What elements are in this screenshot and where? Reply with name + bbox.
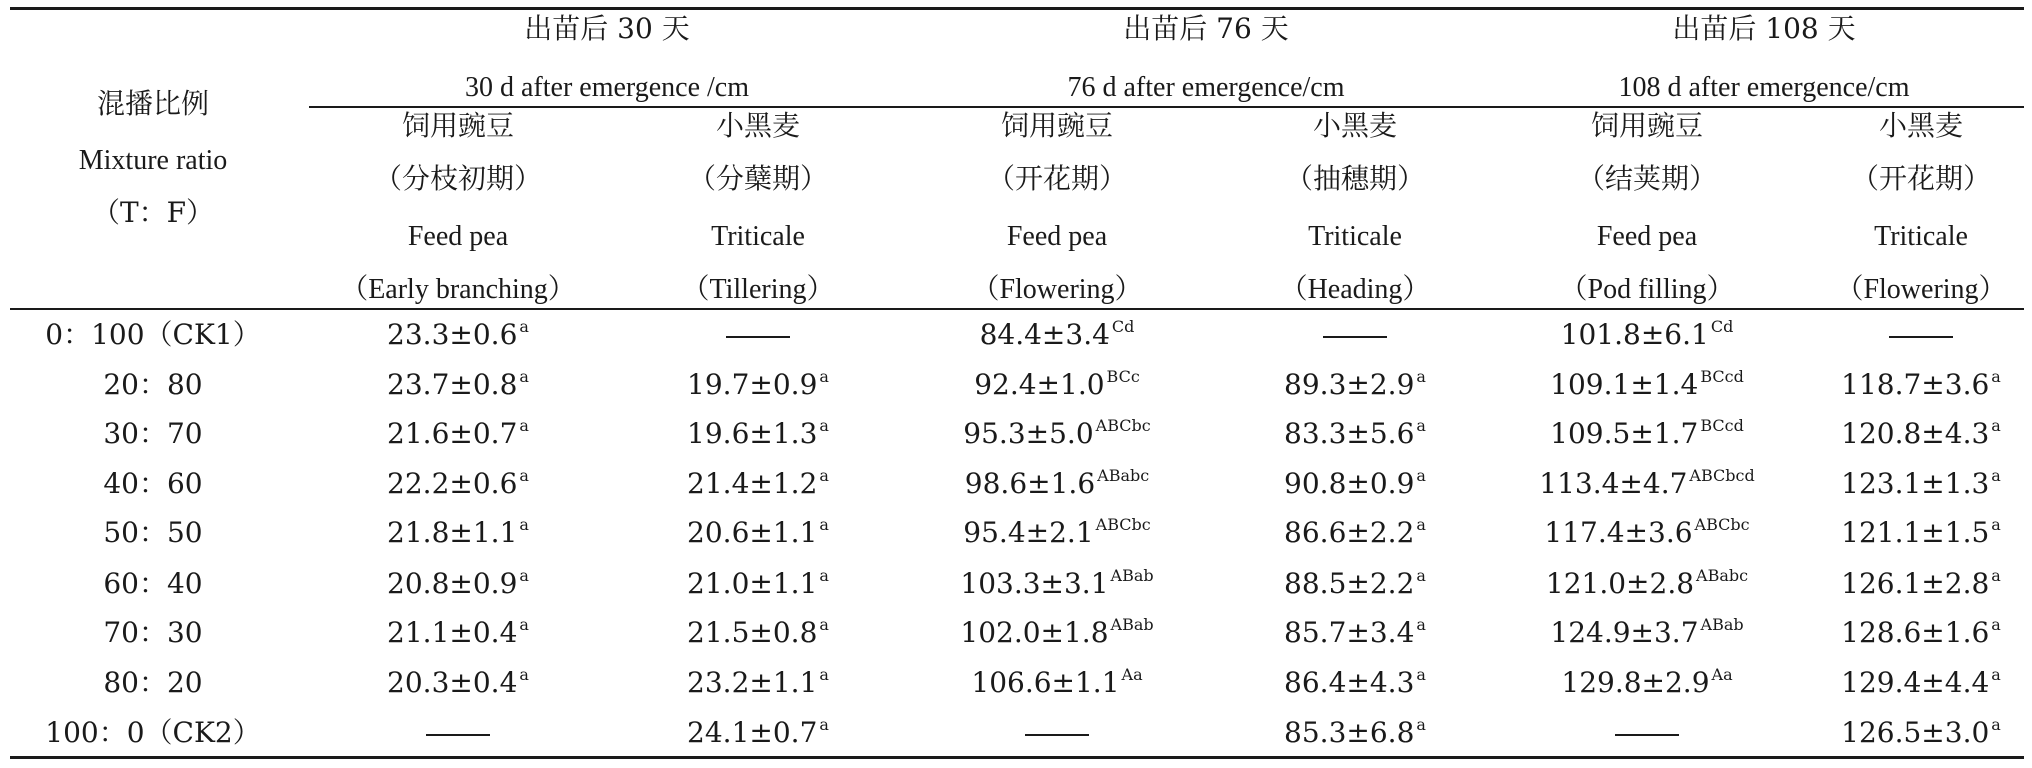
cell-value: 121.0±2.8 bbox=[1545, 567, 1695, 600]
cell-significance: a bbox=[819, 715, 829, 734]
table-cell bbox=[426, 716, 490, 750]
table-cell bbox=[1841, 417, 2001, 451]
row-ratio: 50：50 bbox=[103, 516, 203, 549]
cell-significance: a bbox=[519, 317, 529, 336]
cell-value: 129.8±2.9 bbox=[1561, 666, 1710, 699]
cell-significance: a bbox=[1991, 566, 2001, 585]
cell-value: 124.9±3.7 bbox=[1550, 616, 1699, 649]
cell-value: 83.3±5.6 bbox=[1284, 417, 1415, 450]
cell-value: 109.5±1.7 bbox=[1550, 417, 1699, 450]
table-cell bbox=[387, 467, 529, 501]
cell-value: 118.7±3.6 bbox=[1841, 368, 1990, 401]
sub-header-zh: 小黑麦 bbox=[715, 109, 801, 142]
cell-significance: a bbox=[519, 416, 529, 435]
cell-significance: a bbox=[819, 665, 829, 684]
table-cell bbox=[1284, 716, 1426, 750]
table-cell bbox=[1539, 467, 1754, 501]
table-cell bbox=[387, 516, 529, 550]
cell-value: 120.8±4.3 bbox=[1841, 417, 1990, 450]
table-cell bbox=[687, 368, 829, 402]
cell-significance: ABab bbox=[1110, 615, 1154, 634]
sub-header-stage-en: （Flowering） bbox=[1835, 274, 2007, 305]
cell-value: 20.6±1.1 bbox=[687, 516, 818, 549]
cell-significance: a bbox=[1991, 665, 2001, 684]
group-header-en: 76 d after emergence/cm bbox=[1067, 72, 1345, 103]
empty-dash bbox=[426, 734, 490, 736]
table-cell bbox=[1615, 716, 1679, 750]
table-cell bbox=[1889, 318, 1953, 352]
cell-significance: a bbox=[1416, 367, 1426, 386]
cell-significance: a bbox=[1991, 615, 2001, 634]
sub-header-stage-en: （Tillering） bbox=[681, 274, 835, 305]
sub-header-stage-zh: （开花期） bbox=[986, 162, 1128, 195]
table-cell bbox=[980, 318, 1135, 352]
cell-value: 113.4±4.7 bbox=[1539, 467, 1688, 500]
table-cell bbox=[1550, 417, 1744, 451]
row-label-unit: （T：F） bbox=[91, 196, 215, 229]
table-cell bbox=[726, 318, 790, 352]
table-cell bbox=[1284, 666, 1426, 700]
cell-value: 19.6±1.3 bbox=[687, 417, 818, 450]
row-ratio: 100：0（CK2） bbox=[45, 716, 261, 749]
cell-significance: a bbox=[519, 367, 529, 386]
cell-significance: a bbox=[1416, 715, 1426, 734]
sub-header-zh: 饲用豌豆 bbox=[401, 109, 515, 142]
cell-value: 21.5±0.8 bbox=[687, 616, 818, 649]
table-cell bbox=[1841, 368, 2001, 402]
row-ratio: 40：60 bbox=[103, 467, 203, 500]
cell-value: 21.1±0.4 bbox=[387, 616, 518, 649]
row-ratio: 30：70 bbox=[103, 417, 203, 450]
table-cell bbox=[1284, 417, 1426, 451]
cell-value: 23.2±1.1 bbox=[687, 666, 818, 699]
table-cell bbox=[1561, 666, 1732, 700]
cell-significance: BCc bbox=[1106, 367, 1140, 386]
cell-value: 23.7±0.8 bbox=[387, 368, 518, 401]
table-cell bbox=[1841, 467, 2001, 501]
cell-significance: ABab bbox=[1110, 566, 1154, 585]
table-cell bbox=[1841, 716, 2001, 750]
row-label-zh: 混播比例 bbox=[96, 87, 210, 120]
table-cell bbox=[1284, 567, 1426, 601]
table-cell bbox=[960, 616, 1153, 650]
group-underline bbox=[309, 106, 2024, 108]
cell-significance: a bbox=[1991, 715, 2001, 734]
cell-value: 128.6±1.6 bbox=[1841, 616, 1990, 649]
cell-significance: a bbox=[1416, 466, 1426, 485]
cell-significance: ABab bbox=[1700, 615, 1744, 634]
sub-header-zh: 饲用豌豆 bbox=[1000, 109, 1114, 142]
cell-value: 129.4±4.4 bbox=[1841, 666, 1990, 699]
table-cell bbox=[387, 417, 529, 451]
table-cell bbox=[1284, 616, 1426, 650]
cell-value: 85.7±3.4 bbox=[1284, 616, 1415, 649]
table-cell bbox=[687, 616, 829, 650]
cell-value: 102.0±1.8 bbox=[960, 616, 1109, 649]
cell-value: 126.1±2.8 bbox=[1841, 567, 1990, 600]
table-cell bbox=[1544, 516, 1749, 550]
cell-value: 95.3±5.0 bbox=[963, 417, 1094, 450]
cell-significance: a bbox=[1991, 416, 2001, 435]
cell-value: 21.8±1.1 bbox=[387, 516, 518, 549]
cell-significance: a bbox=[1416, 566, 1426, 585]
cell-value: 19.7±0.9 bbox=[687, 368, 818, 401]
group-header-zh: 出苗后 30 天 bbox=[524, 12, 690, 45]
sub-header-en: Feed pea bbox=[407, 221, 509, 252]
table-cell bbox=[387, 567, 529, 601]
cell-value: 85.3±6.8 bbox=[1284, 716, 1415, 749]
table-cell bbox=[960, 567, 1153, 601]
row-ratio: 0：100（CK1） bbox=[45, 318, 261, 351]
table-cell bbox=[1546, 567, 1748, 601]
cell-significance: ABCbc bbox=[1095, 416, 1151, 435]
table-cell bbox=[1284, 516, 1426, 550]
cell-significance: a bbox=[519, 665, 529, 684]
table-cell bbox=[971, 666, 1142, 700]
table-cell bbox=[1323, 318, 1387, 352]
row-ratio: 80：20 bbox=[103, 666, 203, 699]
cell-value: 22.2±0.6 bbox=[387, 467, 518, 500]
sub-header-en: Feed pea bbox=[1006, 221, 1108, 252]
sub-header-zh: 小黑麦 bbox=[1878, 109, 1964, 142]
table-cell bbox=[1841, 516, 2001, 550]
cell-value: 24.1±0.7 bbox=[687, 716, 818, 749]
header-bottom-rule bbox=[10, 308, 2024, 310]
cell-value: 92.4±1.0 bbox=[974, 368, 1105, 401]
sub-header-stage-zh: （结荚期） bbox=[1576, 162, 1718, 195]
row-ratio: 20：80 bbox=[103, 368, 203, 401]
cell-value: 20.3±0.4 bbox=[387, 666, 518, 699]
cell-value: 89.3±2.9 bbox=[1284, 368, 1415, 401]
sub-header-en: Feed pea bbox=[1596, 221, 1698, 252]
cell-value: 88.5±2.2 bbox=[1284, 567, 1415, 600]
cell-significance: a bbox=[1991, 466, 2001, 485]
cell-value: 123.1±1.3 bbox=[1841, 467, 1990, 500]
cell-significance: a bbox=[1416, 615, 1426, 634]
sub-header-stage-zh: （分蘖期） bbox=[687, 162, 829, 195]
cell-value: 117.4±3.6 bbox=[1544, 516, 1693, 549]
cell-value: 98.6±1.6 bbox=[964, 467, 1096, 500]
table-cell bbox=[687, 666, 829, 700]
cell-significance: BCcd bbox=[1700, 367, 1744, 386]
cell-value: 121.1±1.5 bbox=[1841, 516, 1990, 549]
cell-value: 86.4±4.3 bbox=[1284, 666, 1415, 699]
group-header-en: 30 d after emergence /cm bbox=[464, 72, 750, 103]
cell-significance: Aa bbox=[1121, 665, 1143, 684]
table-cell bbox=[1284, 467, 1426, 501]
cell-significance: Aa bbox=[1711, 665, 1733, 684]
cell-significance: ABCbc bbox=[1095, 515, 1151, 534]
sub-header-stage-zh: （分枝初期） bbox=[373, 162, 543, 195]
cell-significance: a bbox=[1416, 416, 1426, 435]
cell-significance: a bbox=[819, 466, 829, 485]
sub-header-stage-zh: （抽穗期） bbox=[1284, 162, 1426, 195]
table-cell bbox=[965, 467, 1149, 501]
cell-value: 95.4±2.1 bbox=[963, 516, 1094, 549]
group-header-zh: 出苗后 76 天 bbox=[1123, 12, 1289, 45]
table-cell bbox=[974, 368, 1140, 402]
cell-value: 109.1±1.4 bbox=[1550, 368, 1699, 401]
cell-significance: ABabc bbox=[1696, 566, 1749, 585]
sub-header-stage-en: （Flowering） bbox=[971, 274, 1143, 305]
table-cell bbox=[687, 516, 829, 550]
empty-dash bbox=[1323, 336, 1387, 338]
table-cell bbox=[1841, 567, 2001, 601]
table-cell bbox=[1284, 368, 1426, 402]
cell-significance: a bbox=[1416, 515, 1426, 534]
cell-value: 84.4±3.4 bbox=[979, 318, 1110, 351]
top-rule bbox=[10, 7, 2024, 10]
sub-header-en: Triticale bbox=[1874, 221, 1968, 252]
cell-significance: Cd bbox=[1710, 317, 1734, 336]
cell-significance: a bbox=[519, 615, 529, 634]
table-cell bbox=[687, 567, 829, 601]
table-cell bbox=[687, 716, 829, 750]
cell-significance: a bbox=[519, 515, 529, 534]
cell-value: 21.0±1.1 bbox=[687, 567, 818, 600]
table-cell bbox=[387, 368, 529, 402]
cell-value: 126.5±3.0 bbox=[1841, 716, 1990, 749]
cell-value: 106.6±1.1 bbox=[971, 666, 1120, 699]
cell-significance: a bbox=[1991, 515, 2001, 534]
sub-header-zh: 小黑麦 bbox=[1312, 109, 1398, 142]
empty-dash bbox=[1615, 734, 1679, 736]
cell-significance: ABabc bbox=[1097, 466, 1150, 485]
cell-value: 90.8±0.9 bbox=[1284, 467, 1415, 500]
cell-significance: a bbox=[819, 615, 829, 634]
cell-significance: a bbox=[1991, 367, 2001, 386]
sub-header-stage-en: （Heading） bbox=[1279, 274, 1431, 305]
sub-header-en: Triticale bbox=[1308, 221, 1402, 252]
cell-significance: Cd bbox=[1111, 317, 1135, 336]
empty-dash bbox=[1889, 336, 1953, 338]
group-header-zh: 出苗后 108 天 bbox=[1672, 12, 1856, 45]
cell-value: 21.4±1.2 bbox=[687, 467, 818, 500]
empty-dash bbox=[726, 336, 790, 338]
table-cell bbox=[387, 666, 529, 700]
cell-value: 21.6±0.7 bbox=[387, 417, 518, 450]
table-cell bbox=[1025, 716, 1089, 750]
table-cell bbox=[1841, 666, 2001, 700]
cell-significance: a bbox=[1416, 665, 1426, 684]
cell-value: 86.6±2.2 bbox=[1284, 516, 1415, 549]
group-header-en: 108 d after emergence/cm bbox=[1618, 72, 1910, 103]
empty-dash bbox=[1025, 734, 1089, 736]
table-cell bbox=[1561, 318, 1734, 352]
cell-value: 20.8±0.9 bbox=[387, 567, 518, 600]
row-ratio: 60：40 bbox=[103, 567, 203, 600]
table-cell bbox=[1550, 616, 1743, 650]
cell-significance: ABCbcd bbox=[1689, 466, 1755, 485]
cell-significance: a bbox=[519, 566, 529, 585]
cell-value: 101.8±6.1 bbox=[1560, 318, 1709, 351]
sub-header-stage-en: （Early branching） bbox=[340, 274, 576, 305]
cell-significance: a bbox=[819, 515, 829, 534]
row-label-en: Mixture ratio bbox=[78, 145, 228, 176]
table-cell bbox=[963, 417, 1150, 451]
sub-header-stage-en: （Pod filling） bbox=[1559, 274, 1735, 305]
cell-value: 103.3±3.1 bbox=[960, 567, 1109, 600]
cell-significance: ABCbc bbox=[1694, 515, 1750, 534]
table-cell bbox=[963, 516, 1150, 550]
cell-significance: a bbox=[819, 367, 829, 386]
table-cell bbox=[687, 467, 829, 501]
cell-significance: a bbox=[819, 416, 829, 435]
cell-significance: a bbox=[519, 466, 529, 485]
table-cell bbox=[687, 417, 829, 451]
cell-significance: a bbox=[819, 566, 829, 585]
cell-significance: BCcd bbox=[1700, 416, 1744, 435]
sub-header-en: Triticale bbox=[711, 221, 805, 252]
table-cell bbox=[1841, 616, 2001, 650]
table-cell bbox=[387, 616, 529, 650]
sub-header-zh: 饲用豌豆 bbox=[1590, 109, 1704, 142]
bottom-rule bbox=[10, 756, 2024, 759]
row-ratio: 70：30 bbox=[103, 616, 203, 649]
cell-value: 23.3±0.6 bbox=[387, 318, 518, 351]
sub-header-stage-zh: （开花期） bbox=[1850, 162, 1992, 195]
table-cell bbox=[387, 318, 529, 352]
table-cell bbox=[1550, 368, 1744, 402]
